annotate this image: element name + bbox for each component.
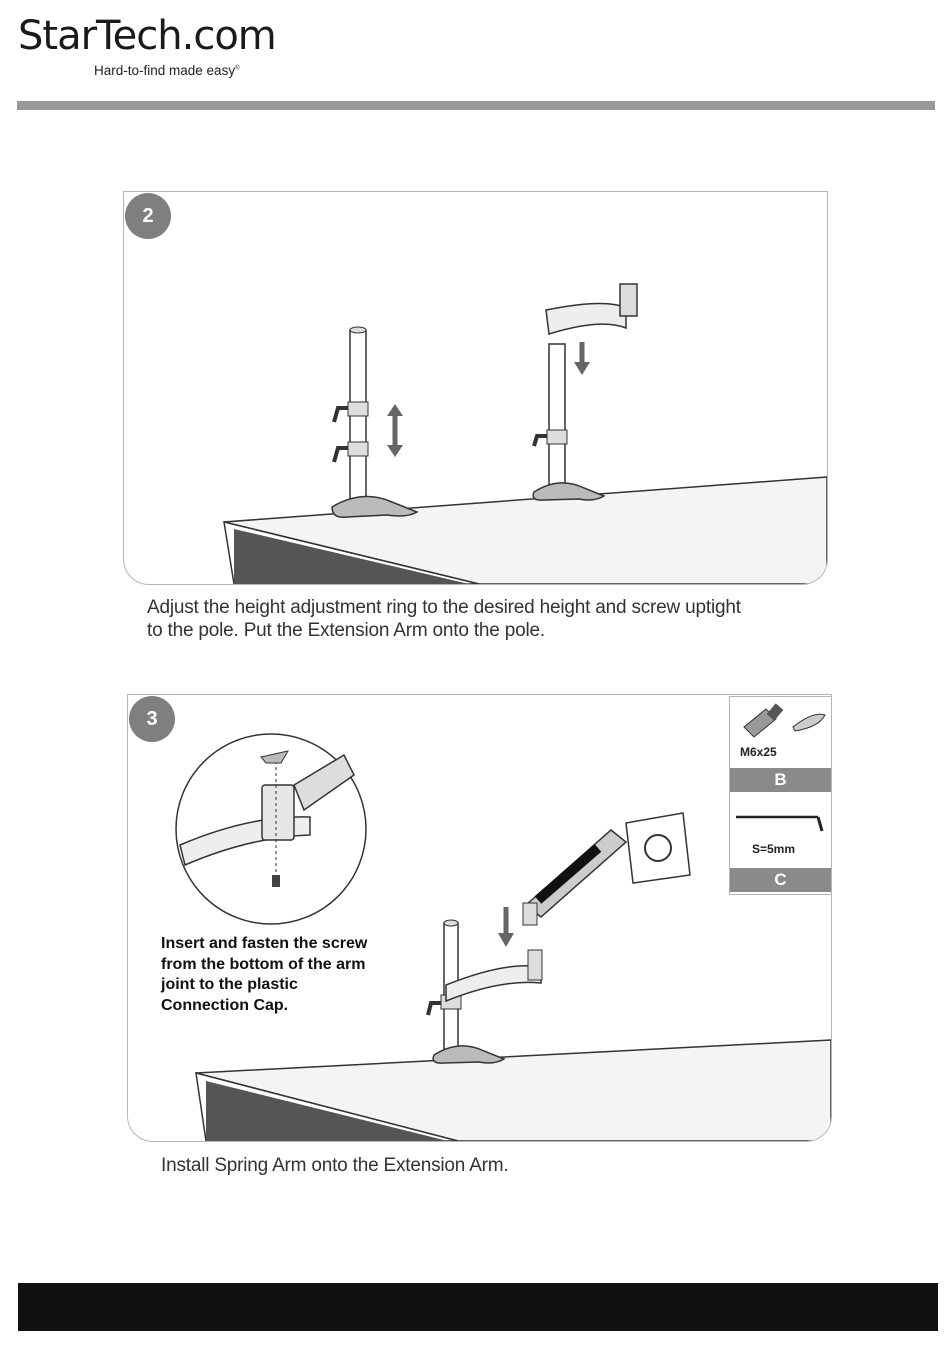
step-3-panel (127, 694, 832, 1142)
tagline (94, 63, 240, 78)
step-2-badge: 2 (125, 193, 171, 239)
footer-bar (18, 1283, 938, 1331)
tagline-text: Hard-to-find made easy (94, 63, 236, 78)
step-3-note (161, 934, 367, 1016)
header-divider (17, 101, 935, 110)
step-2-illustration (124, 192, 827, 584)
note-line-4: Connection Cap. (161, 996, 289, 1014)
note-line-2: from the bottom of the arm (161, 955, 366, 973)
part-b-size: M6x25 (740, 745, 777, 759)
trademark-mark: ® (235, 65, 240, 72)
step-3-caption: Install Spring Arm onto the Extension Arm. (161, 1155, 509, 1176)
part-c-size: S=5mm (752, 842, 796, 856)
parts-illustration (730, 697, 831, 894)
step-2-panel (123, 191, 828, 585)
part-c-label: C (730, 868, 831, 892)
step-2-caption-line-2: to the pole. Put the Extension Arm onto the pole. (147, 620, 545, 641)
parts-box (729, 696, 832, 895)
step-3-illustration (128, 695, 831, 1141)
note-line-3: joint to the plastic (161, 976, 298, 993)
startech-logo (18, 14, 276, 58)
brand-name: StarTech.com (18, 13, 276, 59)
part-b-label: B (730, 768, 831, 792)
step-2-caption-line-1: Adjust the height adjustment ring to the desired height and screw uptight (147, 597, 741, 618)
step-3-badge: 3 (129, 696, 175, 742)
note-line-1: Insert and fasten the screw (161, 935, 368, 952)
